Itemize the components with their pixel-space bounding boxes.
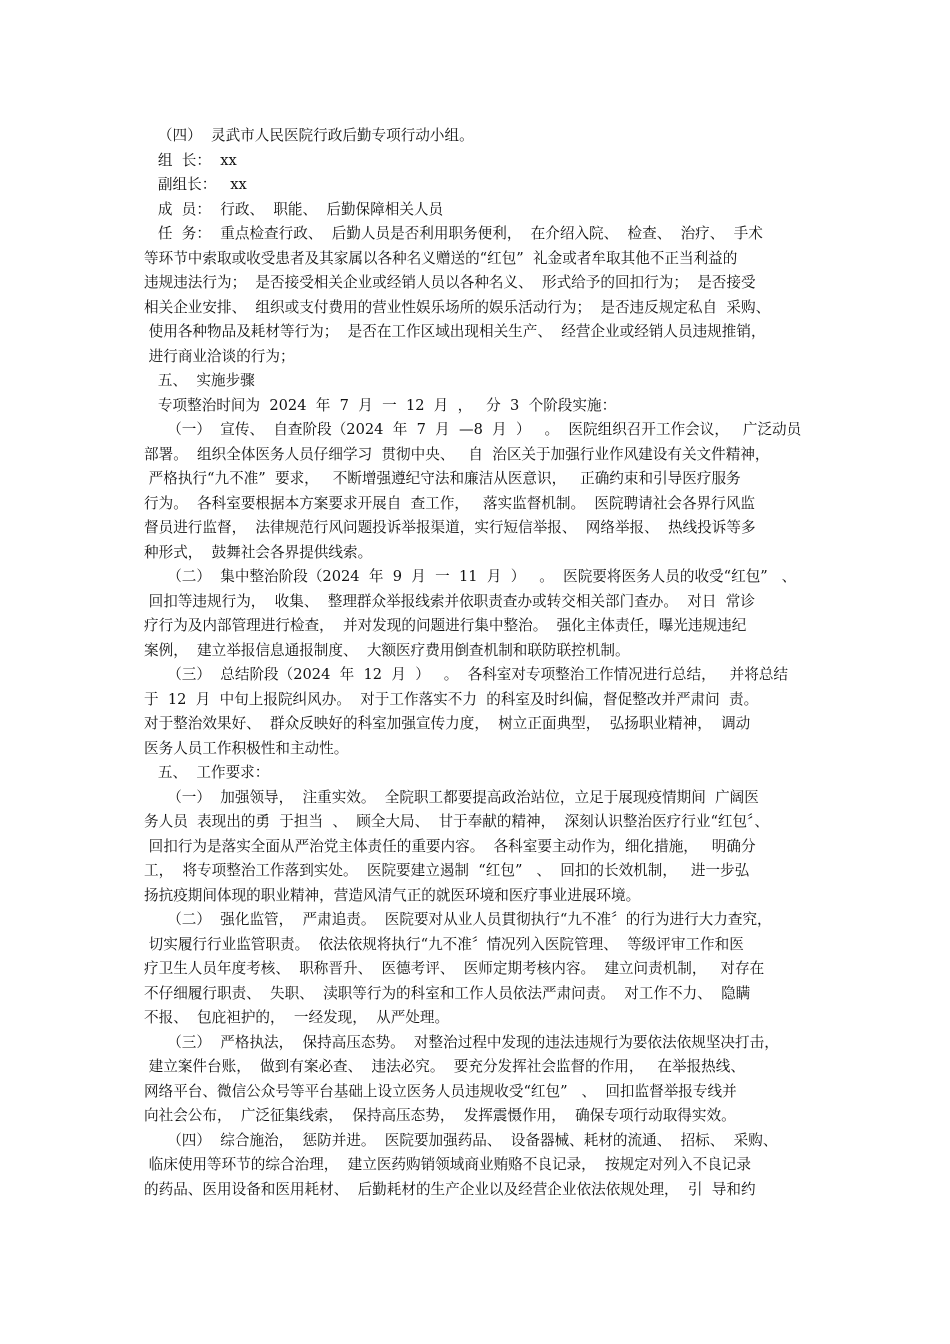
text-line: 向社会公布， 广泛征集线索， 保持高压态势， 发挥震慑作用， 确保专项行动取得实效。 [144,1107,736,1124]
text-line: 严格执行“九不准” 要求， 不断增强遵纪守法和廉洁从医意识， 正确约束和引导医疗服务 [144,470,741,487]
text-line: 任 务： 重点检查行政、 后勤人员是否利用职务便利， 在介绍入院、 检查、 治疗、 手术 [144,225,763,242]
text-line: 临床使用等环节的综合治理， 建立医药购销领域商业贿赂不良记录， 按规定对列入不良记录 [144,1156,751,1173]
text-line: 案例， 建立举报信息通报制度、 大额医疗费用倒查机制和联防联控机制。 [144,641,630,659]
text-line: 对于整治效果好、 群众反映好的科室加强宣传力度， 树立正面典型， 弘扬职业精神， 调动 [144,715,751,732]
text-line: 不仔细履行职责、 失职、 渎职等行为的科室和工作人员依法严肃问责。 对工作不力、 隐瞒 [144,984,751,1002]
text-line: 工， 将专项整治工作落到实处。 医院要建立遏制 “红包” 、 回扣的长效机制， 进一步弘 [144,862,750,879]
text-line: 切实履行行业监管职责。 依法依规将执行“九不准〞情况列入医院管理、 等级评审工作和医 [144,935,744,953]
text-line: 组 长： xx [144,151,237,169]
text-line: 不报、 包庇袒护的， 一经发现， 从严处理。 [144,1009,450,1026]
text-line: 部署。 组织全体医务人员仔细学习 贯彻中央、 自 治区关于加强行业作风建设有关文件精神， [144,445,770,463]
text-line: 专项整治时间为 2024 年 7 月 一 12 月 ， 分 3 个阶段实施： [144,396,617,414]
text-line: 督员进行监督， 法律规范行风问题投诉举报渠道，实行短信举报、 网络举报、 热线投诉等多 [144,519,756,536]
text-line: 回扣等违规行为， 收集、 整理群众举报线索并依职责查办或转交相关部门查办。 对日 常诊 [144,592,755,610]
text-line: 等环节中索取或收受患者及其家属以各种名义赠送的“红包” 礼金或者牟取其他不正当利益的 [144,249,738,267]
text-line: 副组长： xx [144,176,247,193]
text-line: （四） 综合施治， 惩防并进。 医院要加强药品、 设备器械、耗材的流通、 招标、 采购、 [144,1131,778,1149]
text-line: 建立案件台账， 做到有案必查、 违法必究。 要充分发挥社会监督的作用， 在举报热线、 [144,1058,745,1075]
text-line: 扬抗疫期间体现的职业精神，营造风清气正的就医环境和医疗事业进展环境。 [144,886,641,904]
text-line: 网络平台、微信公众号等平台基础上设立医务人员违规收受“红包” 、 回扣监督举报专线并 [144,1082,737,1100]
text-line: 进行商业洽谈的行为； [144,347,295,365]
text-line: 违规违法行为； 是否接受相关企业或经销人员以各种名义、 形式给予的回扣行为； 是否接受 [144,274,756,291]
text-line: （二） 强化监管， 严肃追责。 医院要对从业人员貫彻执行“九不准〞的行为进行大力查究， [144,911,772,928]
text-line: 行为。 各科室要根据本方案要求开展自 查工作， 落实监督机制。 医院聘请社会各界行风监 [144,494,755,512]
text-line: （三） 总结阶段（2024 年 12 月 ） 。 各科室对专项整治工作情况进行总结， 并将总结 [144,666,789,683]
text-line: 五、 工作要求： [144,764,270,781]
text-line: （二） 集中整治阶段（2024 年 9 月 一 11 月 ） 。 医院要将医务人员的收受“红包” 、 [144,568,797,585]
text-line: 务人员 表现出的勇 于担当 、 顾全大局、 甘于奉献的精神， 深刻认识整治医疗行业“红包〞、 [144,813,769,830]
text-line: 于 12 月 中旬上报院纠风办。 对于工作落实不力 的科室及时纠偏，督促整改并严肃问 责。 [144,690,759,708]
text-line: 回扣行为是落实全面从严治党主体责任的重要内容。 各科室要主动作为，细化措施， 明确分 [144,837,756,855]
text-line: （四） 灵武市人民医院行政后勤专项行动小组。 [144,127,474,144]
text-line: （一） 宣传、 自查阶段（2024 年 7 月 —8 月 ） 。 医院组织召开工作会议， 广泛动员 [144,421,802,438]
text-line: 医务人员工作积极性和主动性。 [144,739,349,757]
text-line: 种形式， 鼓舞社会各界提供线索。 [144,543,373,561]
text-line: 相关企业安排、 组织或支付费用的营业性娱乐场所的娱乐活动行为； 是否违反规定私自 采购、 [144,298,771,316]
document-body [144,124,812,1202]
text-line: 五、 实施步骤 [144,372,255,389]
text-line: （三） 严格执法， 保持高压态势。 对整治过程中发现的违法违规行为要依法依规坚决打击， [144,1033,779,1051]
text-line: 使用各种物品及耗材等行为； 是否在工作区域出现相关生产、 经营企业或经销人员违规推销， [144,323,766,340]
text-line: 的药品、医用设备和医用耗材、 后勤耗材的生产企业以及经营企业依法依规处理， 引 导和约 [144,1180,756,1198]
text-line: 成 员： 行政、 职能、 后勤保障相关人员 [144,200,444,218]
text-line: （一） 加强领导， 注重实效。 全院职工都要提高政治站位，立足于展现疫情期间 广阔医 [144,788,759,806]
text-line: 疗卫生人员年度考核、 职称晋升、 医德考评、 医师定期考核内容。 建立问责机制， 对存在 [144,960,765,977]
text-line: 疗行为及内部管理进行检查， 并对发现的问题进行集中整治。 强化主体责任，曝光违规违纪 [144,617,747,634]
